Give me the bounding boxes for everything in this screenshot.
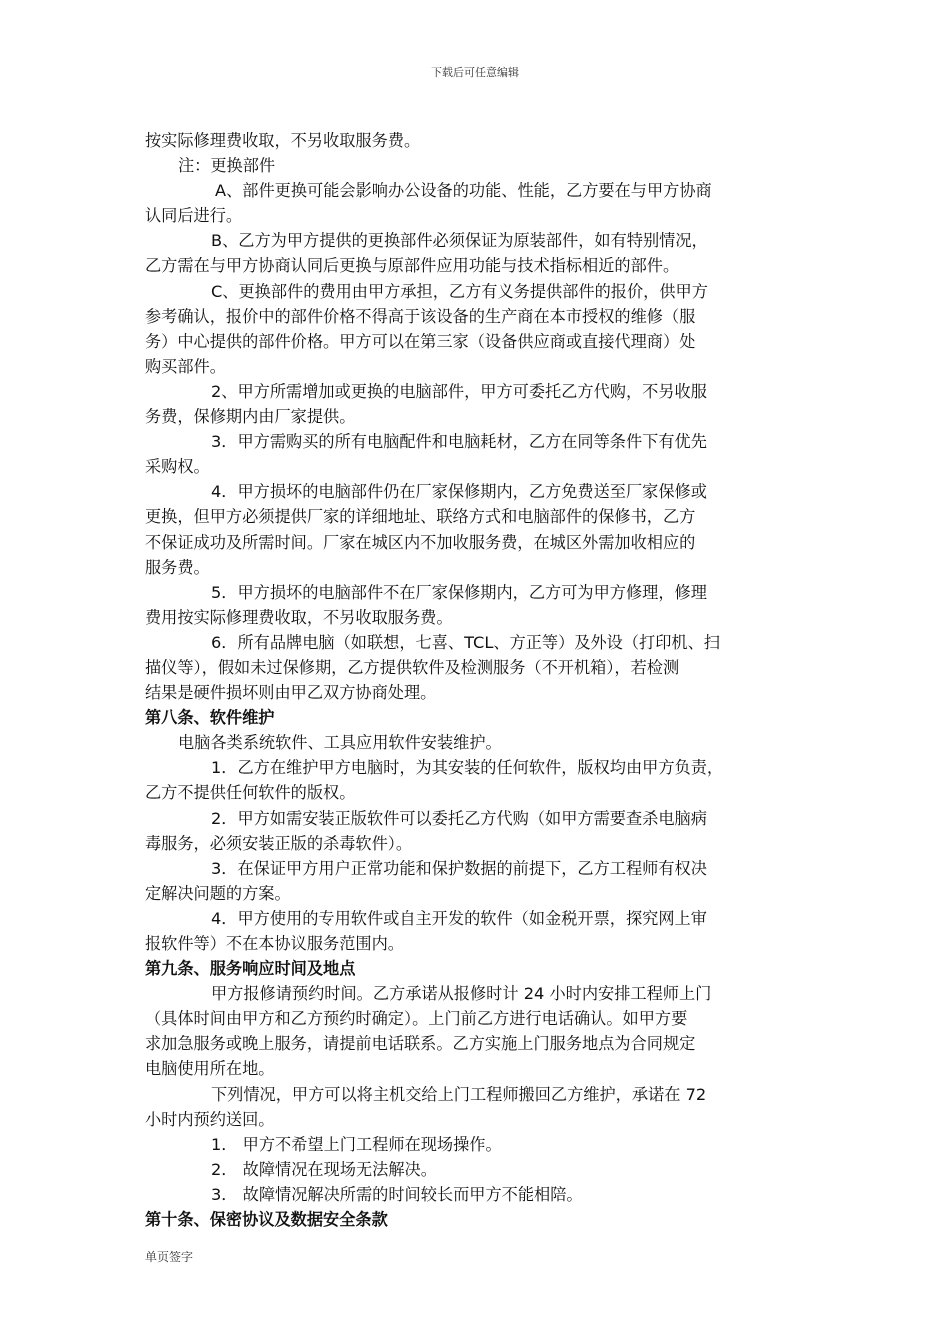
text-line: 报软件等）不在本协议服务范围内。 bbox=[145, 934, 404, 953]
text-line: 1．乙方在维护甲方电脑时，为其安装的任何软件，版权均由甲方负责， bbox=[211, 758, 724, 778]
text-line: 甲方报修请预约时间。乙方承诺从报修时计 24 小时内安排工程师上门 bbox=[211, 984, 712, 1004]
document-body bbox=[145, 128, 825, 1232]
text-line: 认同后进行。 bbox=[145, 206, 243, 226]
text-line: C、更换部件的费用由甲方承担，乙方有义务提供部件的报价，供甲方 bbox=[211, 281, 708, 301]
text-line: B、乙方为甲方提供的更换部件必须保证为原装部件，如有特别情况， bbox=[211, 231, 708, 251]
text-line: 描仪等），假如未过保修期，乙方提供软件及检测服务（不开机箱），若检测 bbox=[145, 657, 680, 677]
text-line: 费用按实际修理费收取，不另收取服务费。 bbox=[145, 607, 453, 627]
list-item: 2． 故障情况在现场无法解决。 bbox=[211, 1159, 437, 1179]
text-line: 采购权。 bbox=[145, 457, 210, 477]
note-heading: 注：更换部件 bbox=[178, 156, 276, 176]
text-line: 4．甲方使用的专用软件或自主开发的软件（如金税开票，探究网上审 bbox=[211, 908, 707, 928]
page-header: 下载后可任意编辑 bbox=[431, 66, 519, 79]
section-heading-article-10: 第十条、保密协议及数据安全条款 bbox=[145, 1210, 388, 1230]
text-line: 小时内预约送回。 bbox=[145, 1109, 275, 1129]
text-line: 3．在保证甲方用户正常功能和保护数据的前提下，乙方工程师有权决 bbox=[211, 858, 707, 878]
text-line: 结果是硬件损坏则由甲乙双方协商处理。 bbox=[145, 683, 437, 703]
text-line: 服务费。 bbox=[145, 557, 210, 577]
text-line: 求加急服务或晚上服务，请提前电话联系。乙方实施上门服务地点为合同规定 bbox=[145, 1034, 696, 1054]
text-line: 务）中心提供的部件价格。甲方可以在第三家（设备供应商或直接代理商）处 bbox=[145, 331, 696, 351]
text-line: 不保证成功及所需时间。厂家在城区内不加收服务费，在城区外需加收相应的 bbox=[145, 532, 696, 552]
text-line: 2．甲方如需安装正版软件可以委托乙方代购（如甲方需要查杀电脑病 bbox=[211, 808, 707, 828]
text-line: 乙方需在与甲方协商认同后更换与原部件应用功能与技术指标相近的部件。 bbox=[145, 256, 680, 276]
text-line: 务费，保修期内由厂家提供。 bbox=[145, 407, 356, 427]
text-line: 5．甲方损坏的电脑部件不在厂家保修期内，乙方可为甲方修理，修理 bbox=[211, 582, 707, 602]
text-line: 电脑各类系统软件、工具应用软件安装维护。 bbox=[178, 733, 502, 753]
list-item: 1． 甲方不希望上门工程师在现场操作。 bbox=[211, 1134, 502, 1154]
text-line: 3．甲方需购买的所有电脑配件和电脑耗材，乙方在同等条件下有优先 bbox=[211, 432, 707, 452]
text-line: A、部件更换可能会影响办公设备的功能、性能，乙方要在与甲方协商 bbox=[215, 181, 712, 201]
text-line: 按实际修理费收取，不另收取服务费。 bbox=[145, 131, 421, 150]
text-line: 4．甲方损坏的电脑部件仍在厂家保修期内，乙方免费送至厂家保修或 bbox=[211, 482, 707, 502]
section-heading-article-9: 第九条、服务响应时间及地点 bbox=[145, 959, 356, 979]
text-line: 定解决问题的方案。 bbox=[145, 883, 291, 903]
text-line: 下列情况，甲方可以将主机交给上门工程师搬回乙方维护，承诺在 72 bbox=[211, 1084, 707, 1104]
text-line: 参考确认，报价中的部件价格不得高于该设备的生产商在本市授权的维修（服 bbox=[145, 306, 696, 326]
page-footer: 单页签字 bbox=[145, 1250, 194, 1264]
text-line: 毒服务，必须安装正版的杀毒软件）。 bbox=[145, 833, 413, 853]
text-line: （具体时间由甲方和乙方预约时确定）。上门前乙方进行电话确认。如甲方要 bbox=[145, 1009, 688, 1029]
section-heading-article-8: 第八条、软件维护 bbox=[145, 708, 275, 728]
list-item: 3． 故障情况解决所需的时间较长而甲方不能相陪。 bbox=[211, 1184, 583, 1204]
text-line: 2、甲方所需增加或更换的电脑部件，甲方可委托乙方代购，不另收服 bbox=[211, 381, 707, 401]
text-line: 购买部件。 bbox=[145, 356, 226, 376]
text-line: 更换，但甲方必须提供厂家的详细地址、联络方式和电脑部件的保修书，乙方 bbox=[145, 507, 696, 527]
text-line: 乙方不提供任何软件的版权。 bbox=[145, 783, 356, 803]
text-line: 电脑使用所在地。 bbox=[145, 1059, 275, 1079]
text-line: 6．所有品牌电脑（如联想，七喜、TCL、方正等）及外设（打印机、扫 bbox=[211, 632, 720, 652]
